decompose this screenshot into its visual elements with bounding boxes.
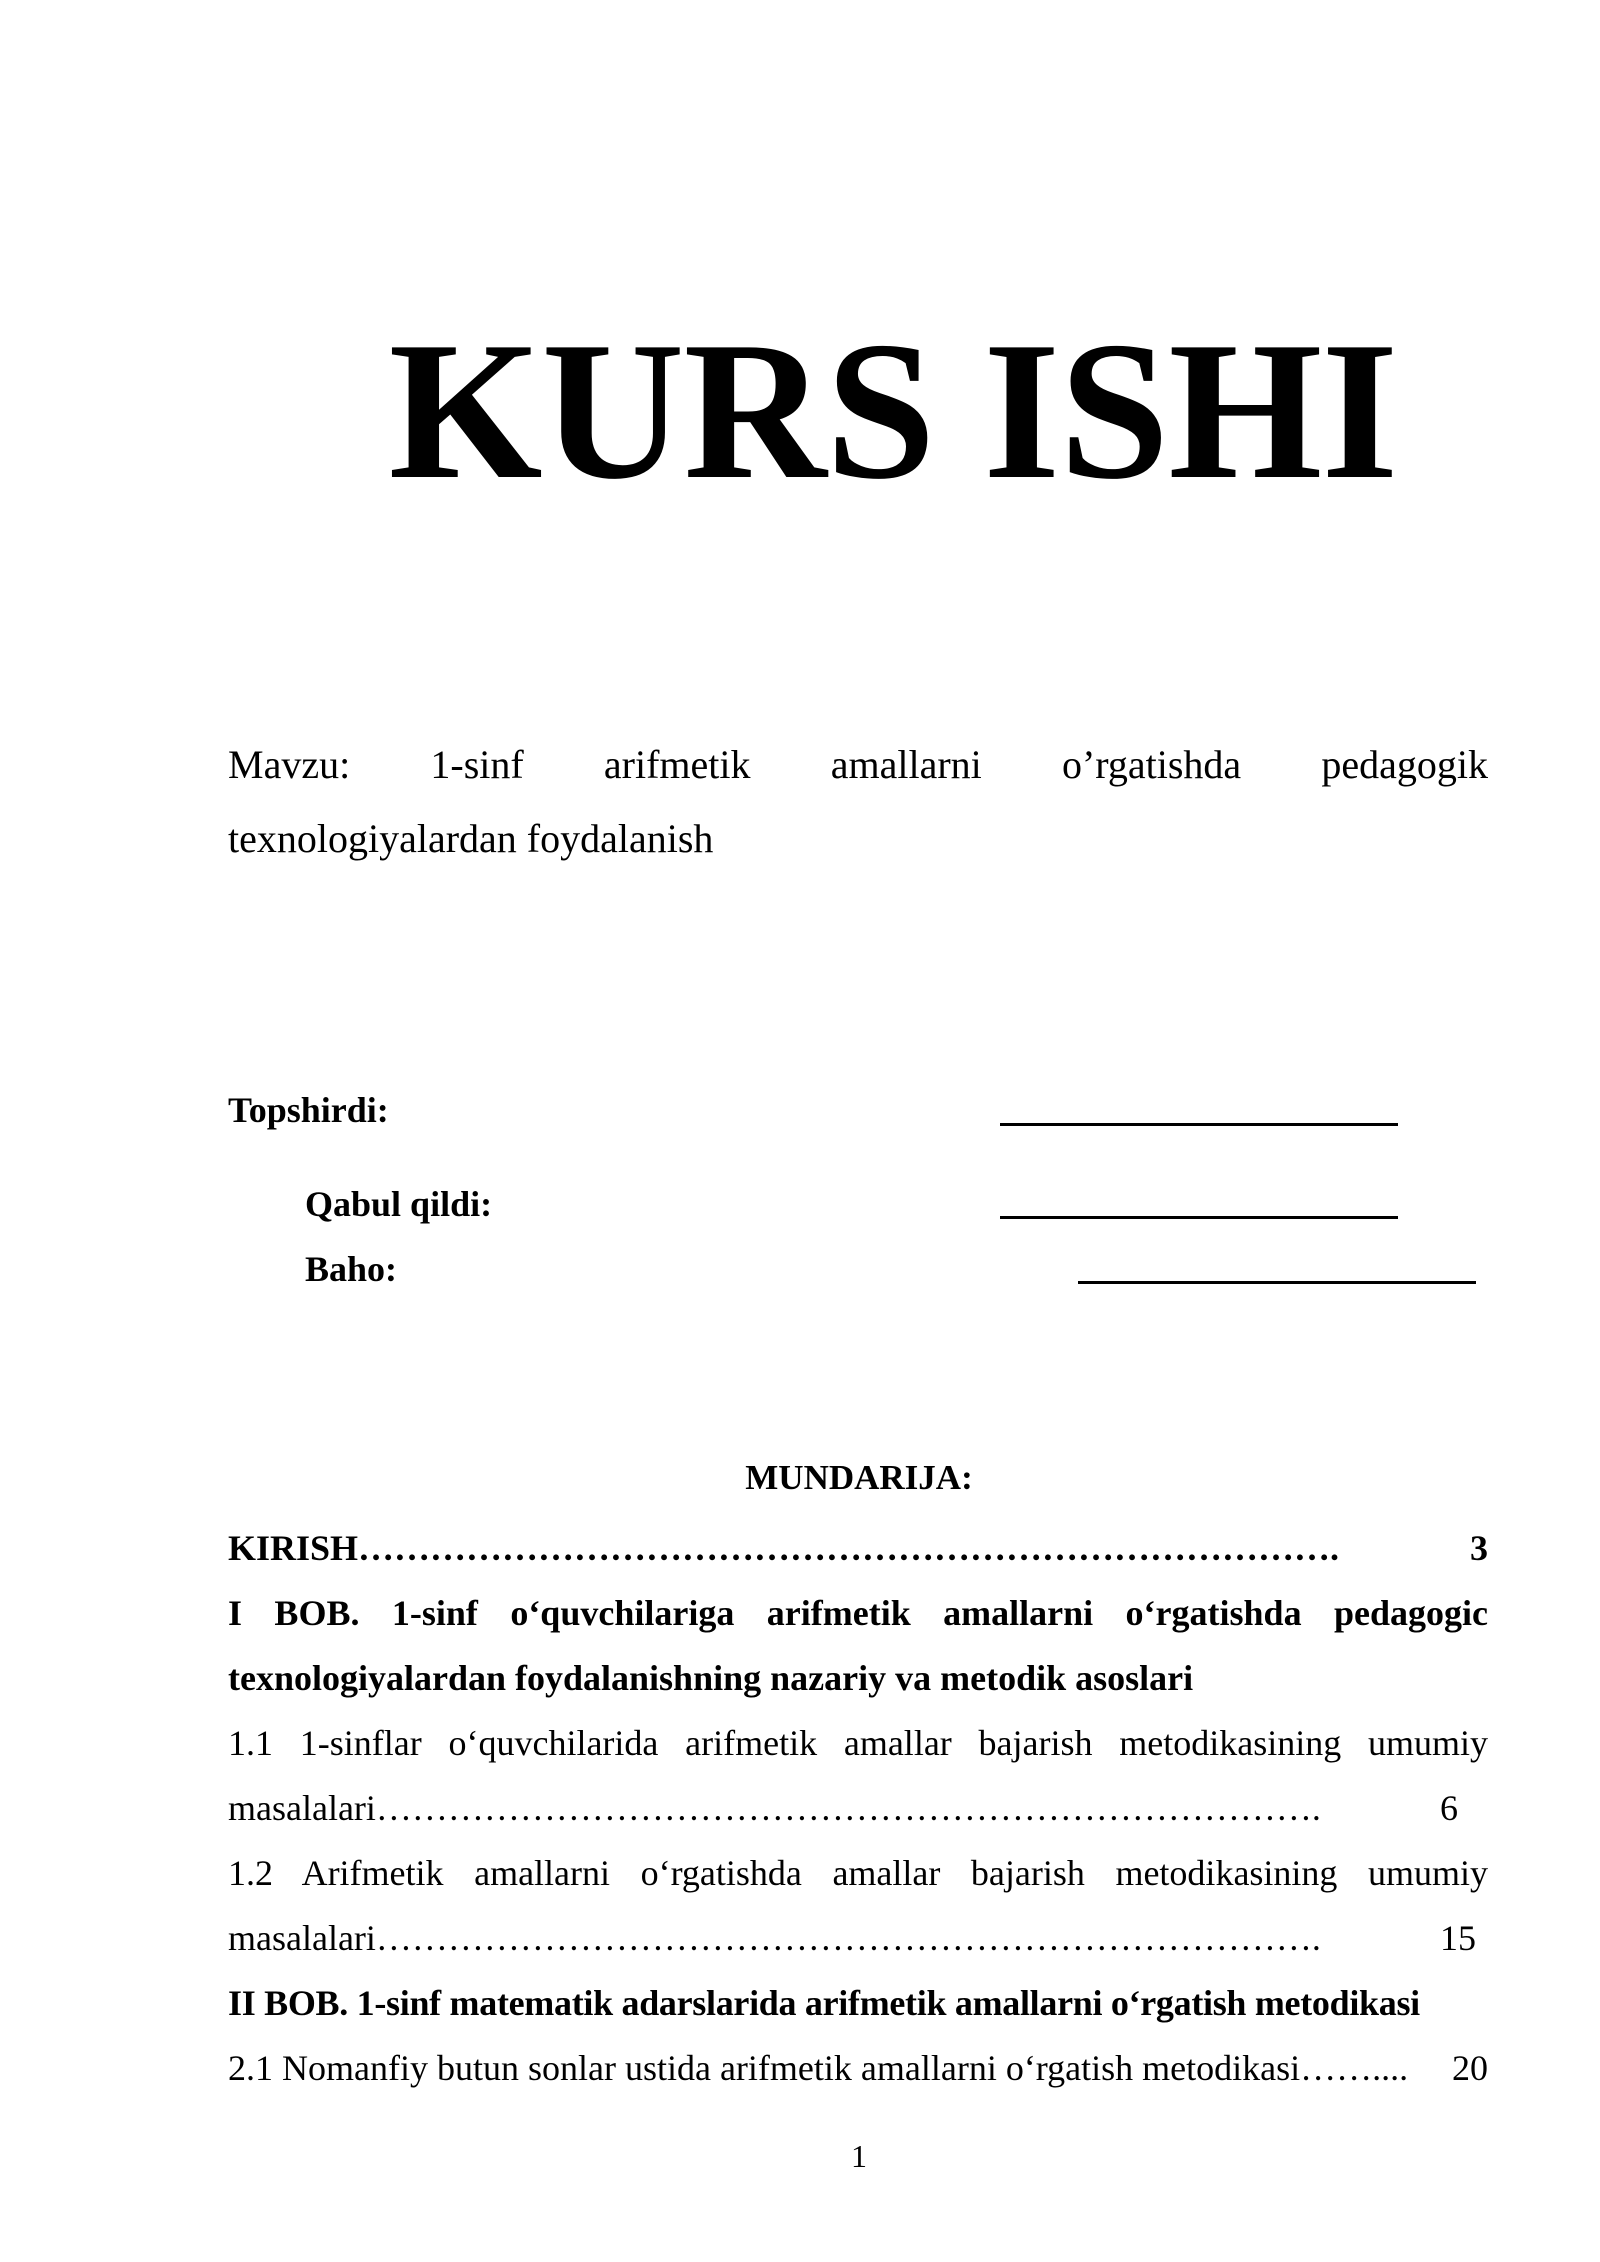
toc-page-number: 6 [1440,1788,1458,1828]
table-of-contents [228,1516,1488,2101]
toc-entry-line: I BOB. 1-sinf o‘quvchilariga arifmetik amallarni o‘rgatishda pedagogic [228,1593,1488,1633]
grade-label: Baho: [305,1249,398,1289]
toc-entry-leader [228,1906,1476,1971]
grade-line [1078,1281,1476,1284]
document-title: KURS ISHI [388,301,1398,520]
toc-page-number: 20 [1452,2048,1488,2088]
toc-leader-dots: ……………………………………………………………………. [375,1918,1321,1958]
toc-entry-leader [228,1776,1458,1841]
toc-heading: MUNDARIJA: [745,1458,973,1497]
toc-entry-section-1-1 [228,1711,1488,1841]
toc-entry-label: 2.1 Nomanfiy butun sonlar ustida arifmetik amallarni o‘rgatish metodikasi [228,2048,1301,2088]
toc-entry-chapter-2: II BOB. 1-sinf matematik adarslarida arifmetik amallarni o‘rgatish metodikasi [228,1983,1420,2023]
toc-entry-label: masalalari [228,1918,376,1958]
toc-entry-label: KIRISH [228,1528,359,1568]
toc-entry-line: 1.1 1-sinflar o‘quvchilarida arifmetik amallar bajarish metodikasining umumiy [228,1723,1488,1763]
topic-line-2: texnologiyalardan foydalanish [228,816,714,861]
toc-entry-chapter-1 [228,1581,1488,1711]
accepted-label: Qabul qildi: [305,1184,493,1224]
toc-page-number: 15 [1440,1918,1476,1958]
topic-line-1: Mavzu: 1-sinf arifmetik amallarni o’rgatishda pedagogik [228,742,1488,787]
toc-entry-section-2-1 [228,2036,1488,2101]
submitted-label: Topshirdi: [228,1090,389,1130]
topic-block [228,728,1488,876]
toc-entry-line: texnologiyalardan foydalanishning nazariy va metodik asoslari [228,1658,1194,1698]
page-number: 1 [851,2138,867,2174]
accepted-signature-line [1000,1216,1398,1219]
toc-leader-dots: ……………………………………………………………………. [375,1788,1321,1828]
toc-entry-intro [228,1516,1488,1581]
toc-entry-label: masalalari [228,1788,376,1828]
toc-leader-dots: ………………………………………………………………………. [358,1528,1340,1568]
toc-page-number: 3 [1470,1528,1488,1568]
submitted-signature-line [1000,1123,1398,1126]
toc-entry-section-1-2 [228,1841,1488,1971]
toc-leader-dots: …….... [1300,2048,1409,2088]
toc-entry-line: 1.2 Arifmetik amallarni o‘rgatishda amallar bajarish metodikasining umumiy [228,1853,1488,1893]
